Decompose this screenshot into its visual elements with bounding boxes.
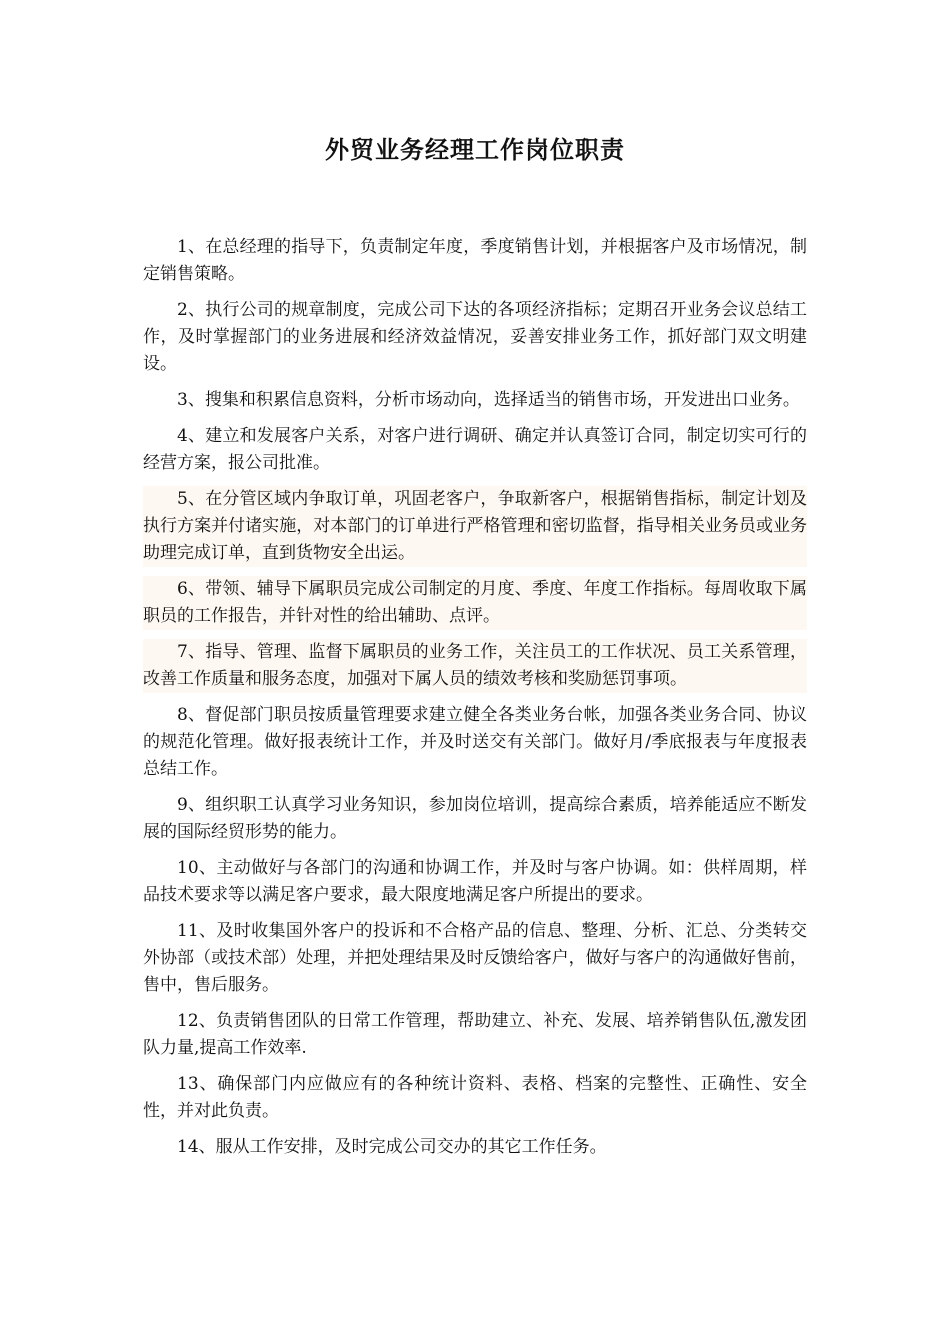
paragraph-3: 3、搜集和积累信息资料，分析市场动向，选择适当的销售市场，开发进出口业务。 (177, 390, 800, 410)
document-body (143, 234, 807, 1170)
document-title: 外贸业务经理工作岗位职责 (325, 135, 625, 164)
paragraph-12: 12、负责销售团队的日常工作管理，帮助建立、补充、发展、培养销售队伍,激发团队力量,提高工作效率. (143, 1011, 807, 1058)
paragraph-9: 9、组织职工认真学习业务知识，参加岗位培训，提高综合素质，培养能适应不断发展的国际经贸形势的能力。 (143, 795, 807, 842)
paragraph-6: 6、带领、辅导下属职员完成公司制定的月度、季度、年度工作指标。每周收取下属职员的工作报告，并针对性的给出辅助、点评。 (143, 576, 807, 630)
paragraph-7: 7、指导、管理、监督下属职员的业务工作，关注员工的工作状况、员工关系管理，改善工作质量和服务态度，加强对下属人员的绩效考核和奖励惩罚事项。 (143, 639, 807, 693)
paragraph-14: 14、服从工作安排，及时完成公司交办的其它工作任务。 (177, 1137, 607, 1157)
paragraph-13: 13、确保部门内应做应有的各种统计资料、表格、档案的完整性、正确性、安全性，并对此负责。 (143, 1074, 807, 1121)
paragraph-10: 10、主动做好与各部门的沟通和协调工作，并及时与客户协调。如：供样周期，样品技术要求等以满足客户要求，最大限度地满足客户所提出的要求。 (143, 858, 807, 905)
paragraph-11: 11、及时收集国外客户的投诉和不合格产品的信息、整理、分析、汇总、分类转交外协部（或技术部）处理，并把处理结果及时反馈给客户，做好与客户的沟通做好售前，售中，售后服务。 (143, 921, 807, 995)
paragraph-4: 4、建立和发展客户关系，对客户进行调研、确定并认真签订合同，制定切实可行的经营方案，报公司批准。 (143, 426, 807, 473)
paragraph-1: 1、在总经理的指导下，负责制定年度，季度销售计划，并根据客户及市场情况，制定销售策略。 (143, 237, 807, 284)
paragraph-5: 5、在分管区域内争取订单，巩固老客户，争取新客户，根据销售指标，制定计划及执行方案并付诸实施，对本部门的订单进行严格管理和密切监督，指导相关业务员或业务助理完成订单，直到货物安全出运。 (143, 486, 807, 567)
paragraph-2: 2、执行公司的规章制度，完成公司下达的各项经济指标；定期召开业务会议总结工作，及时掌握部门的业务进展和经济效益情况，妥善安排业务工作，抓好部门双文明建设。 (143, 300, 807, 374)
paragraph-8: 8、督促部门职员按质量管理要求建立健全各类业务台帐，加强各类业务合同、协议的规范化管理。做好报表统计工作，并及时送交有关部门。做好月/季底报表与年度报表总结工作。 (143, 705, 807, 779)
